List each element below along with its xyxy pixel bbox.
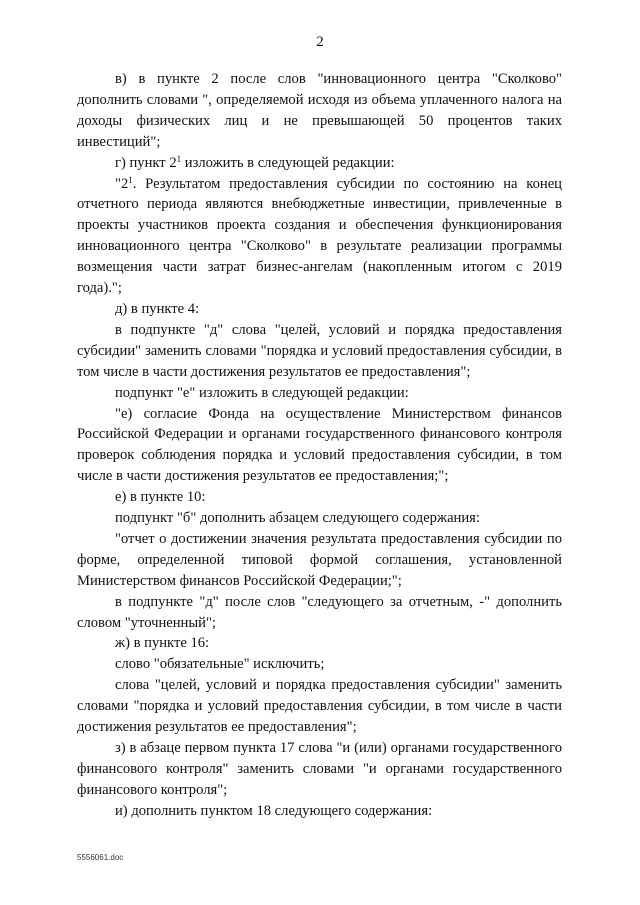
- paragraph-item-d: д) в пункте 4:: [115, 300, 200, 317]
- paragraph-item-zh-sub1: слово "обязательные" исключить;: [115, 656, 325, 673]
- paragraph-item-zh: ж) в пункте 16:: [115, 635, 210, 652]
- page-number: 2: [316, 34, 324, 50]
- paragraph-item-d-sub2: подпункт "е" изложить в следующей редакции:: [115, 384, 409, 401]
- footer-doc-filename: 5556061.doc: [77, 853, 124, 862]
- superscript: 1: [128, 174, 133, 185]
- quote-text: . Результатом предоставления субсидии по состоянию на конец отчетного периода являются внебюджетные инвестиции, привлеченные в проекты участников проекта создания и обеспечения функционирования инновационного центра "Сколково" в результате реализации программы возмещения части затрат бизнес-ангелам (накопленным итогом с 2019 года).";: [77, 175, 562, 297]
- paragraph-item-e-sub1: подпункт "б" дополнить абзацем следующего содержания:: [115, 510, 480, 527]
- paragraph-item-v: в) в пункте 2 после слов "инновационного центра "Сколково" дополнить словами ", определяемой исходя из объема уплаченного налога на доходы физических лиц и не превышающей 50 процентов таких инвестиций";: [77, 71, 562, 150]
- paragraph-item-z: з) в абзаце первом пункта 17 слова "и (или) органами государственного финансового контроля" заменить словами "и органами государственного финансового контроля";: [77, 740, 562, 798]
- paragraph-item-g: [77, 153, 562, 174]
- document-body: [77, 69, 562, 822]
- superscript: 1: [176, 153, 182, 164]
- paragraph-item-e-quote: "отчет о достижении значения результата предоставления субсидии по форме, определенной типовой формой соглашения, установленной Министерством финансов Российской Федерации;";: [77, 530, 562, 589]
- paragraph-item-g-text: г) пункт 2: [115, 154, 177, 171]
- paragraph-item-e: е) в пункте 10:: [115, 489, 206, 506]
- paragraph-item-g-tail: изложить в следующей редакции:: [181, 154, 395, 171]
- paragraph-item-d-quote: "е) согласие Фонда на осуществление Министерством финансов Российской Федерации и органами государственного финансового контроля проверок соблюдения порядка и условий предоставления субсидии, в том числе в части достижения результатов ее предоставления;";: [77, 405, 562, 485]
- paragraph-item-d-sub1: в подпункте "д" слова "целей, условий и порядка предоставления субсидии" заменить словами "порядка и условий предоставления субсидии, в том числе в части достижения результатов ее предоставления";: [77, 321, 562, 380]
- paragraph-item-e-sub2: в подпункте "д" после слов "следующего за отчетным, -" дополнить словом "уточненный";: [77, 593, 562, 631]
- paragraph-item-zh-sub2: слова "целей, условий и порядка предоставления субсидии" заменить словами "порядка и условий предоставления субсидии, в том числе в части достижения результатов ее предоставления";: [77, 677, 562, 736]
- paragraph-quote-2-1: [77, 174, 562, 299]
- paragraph-item-i: и) дополнить пунктом 18 следующего содержания:: [115, 802, 433, 819]
- quote-number: "2: [115, 175, 129, 192]
